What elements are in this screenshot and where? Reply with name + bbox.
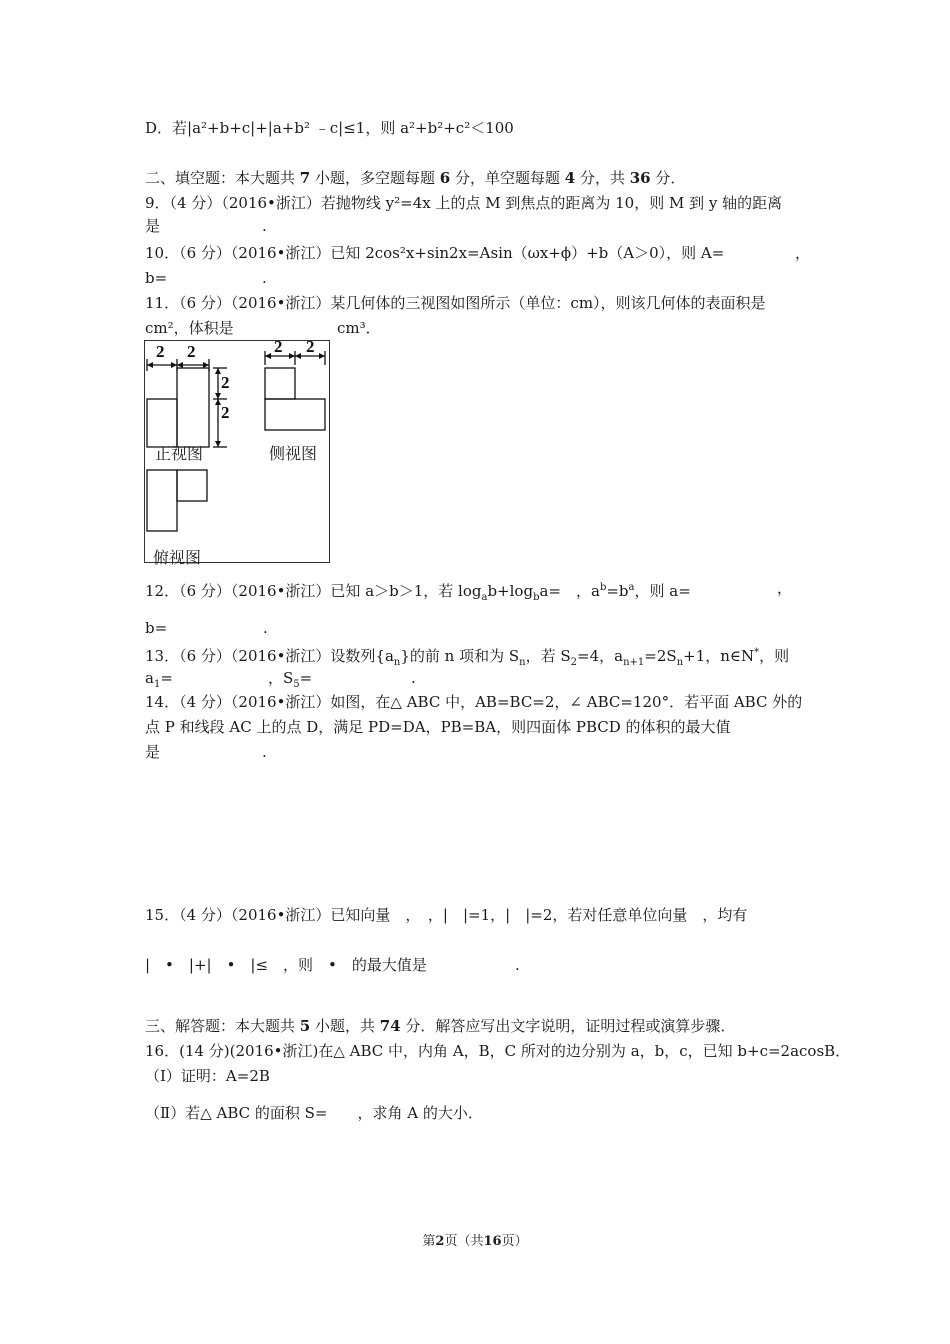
question-9-cont: 是 <box>145 217 161 235</box>
three-view-figure <box>144 340 330 567</box>
page-footer: 第2页（共16页） <box>422 1234 528 1249</box>
question-9: 9．（4 分）（2016•浙江）若抛物线 y²=4x 上的点 M 到焦点的距离为 10，则 M 到 y 轴的距离 <box>145 194 783 212</box>
section-3-heading: 三、解答题：本大题共 5 小题，共 74 分．解答应写出文字说明，证明过程或演算步骤． <box>145 1017 736 1035</box>
question-13-cont: $a_1=$ <box>145 669 173 690</box>
question-12-comma: ， <box>777 579 793 597</box>
top-view-caption: 俯视图 <box>153 548 202 567</box>
question-15-cont: | • |+| • |≤ ，则 • 的最大值是 <box>145 956 427 974</box>
question-15-end: . <box>515 956 520 974</box>
section-2-heading: 二、填空题：本大题共 7 小题，多空题每题 6 分，单空题每题 4 分，共 36 分． <box>145 169 686 187</box>
side-view-bottom-block <box>265 399 325 430</box>
question-15: 15．（4 分）（2016•浙江）已知向量 ， ，| |=1，| |=2，若对任意单位向量 ，均有 <box>145 906 748 924</box>
side-view-caption: 侧视图 <box>269 444 318 463</box>
question-10: 10．（6 分）（2016•浙江）已知 2cos²x+sin2x=Asin（ωx+ϕ）+b（A＞0），则 A= <box>145 244 725 262</box>
question-14: 14．（4 分）（2016•浙江）如图，在△ ABC 中，AB=BC=2，∠ ABC=120°．若平面 ABC 外的 <box>145 693 803 711</box>
question-10-b: b= <box>145 269 168 287</box>
dim-label: 2 <box>221 373 230 392</box>
question-14-cont: 点 P 和线段 AC 上的点 D，满足 PD=DA，PB=BA，则四面体 PBCD 的体积的最大值 <box>145 718 731 736</box>
question-13-end: . <box>411 669 416 687</box>
dim-label: 2 <box>221 403 230 422</box>
question-11-b: cm²，体积是 <box>145 319 234 337</box>
dim-label: 2 <box>274 341 283 356</box>
question-14-cont2: 是 <box>145 743 161 761</box>
question-14-end: . <box>262 743 267 761</box>
top-view-tall-block <box>147 470 177 531</box>
side-view-top-block <box>265 368 295 399</box>
question-12: 12．（6 分）（2016•浙江）已知 a＞b＞1，若 $\log_ab+\log_ba=$ ，$a^b=b^a$，则 a= <box>145 582 691 603</box>
question-11: 11．（6 分）（2016•浙江）某几何体的三视图如图所示（单位：cm），则该几何体的表面积是 <box>145 294 766 312</box>
front-view-left-block <box>147 399 177 447</box>
question-16: 16．(14 分)(2016•浙江)在△ ABC 中，内角 A，B，C 所对的边分别为 a，b，c，已知 b+c=2acosB． <box>145 1042 851 1060</box>
question-16-part-1: （Ⅰ）证明：A=2B <box>145 1067 270 1085</box>
question-12-b: b= <box>145 619 168 637</box>
question-12-end: . <box>263 619 268 637</box>
dim-label: 2 <box>187 342 196 361</box>
front-view-caption: 正视图 <box>155 444 204 463</box>
question-10-comma: ， <box>795 244 811 262</box>
dim-label: 2 <box>306 341 315 356</box>
front-view-right-block <box>177 368 209 447</box>
question-16-part-2: （Ⅱ）若△ ABC 的面积 S= ，求角 A 的大小． <box>145 1104 483 1122</box>
option-d: D．若|a²+b+c|+|a+b² ﹣c|≤1，则 a²+b²+c²＜100 <box>145 119 514 137</box>
question-13: 13．（6 分）（2016•浙江）设数列$\{a_n\}$的前 n 项和为 $S_n$，若 $S_2=4$，$a_{n+1}=2S_n+1$，n∈N*，则 <box>145 647 790 668</box>
question-9-end: . <box>262 217 267 235</box>
question-10-end: . <box>262 269 267 287</box>
top-view-small-block <box>177 470 207 501</box>
dim-label: 2 <box>156 342 165 361</box>
question-11-c: cm³． <box>337 319 381 337</box>
question-13-s5: ，$S_5=$ <box>268 669 313 690</box>
